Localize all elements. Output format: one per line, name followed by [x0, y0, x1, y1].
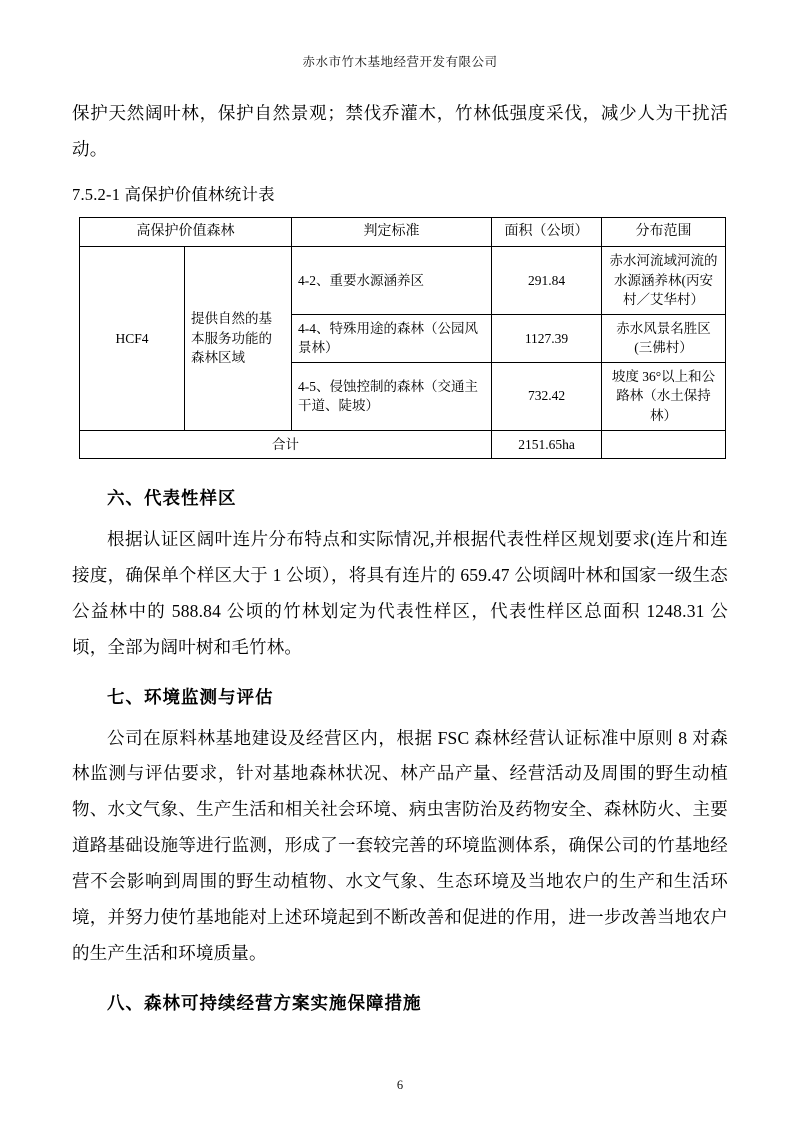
row-area: 732.42: [492, 362, 602, 430]
top-paragraph: 保护天然阔叶林，保护自然景观；禁伐乔灌木，竹林低强度采伐，减少人为干扰活动。: [72, 103, 728, 159]
section-heading-8: 八、森林可持续经营方案实施保障措施: [107, 992, 422, 1013]
hcvf-table-container: [72, 217, 728, 459]
table-header-row: [80, 217, 726, 246]
row-range: 赤水风景名胜区(三佛村）: [602, 314, 726, 362]
total-range-empty: [602, 430, 726, 459]
table-row: [80, 247, 726, 315]
page-number: 6: [396, 1078, 404, 1092]
total-value: 2151.65ha: [492, 430, 602, 459]
row-range: 赤水河流域河流的水源涵养林(丙安村／艾华村）: [602, 247, 726, 315]
table-header-cell-1: 判定标准: [292, 217, 492, 246]
section-heading-6: 六、代表性样区: [107, 488, 237, 509]
row-area: 291.84: [492, 247, 602, 315]
hcvf-table: [79, 217, 726, 459]
table-header-cell-2: 面积（公顷）: [492, 217, 602, 246]
row-criteria: 4-4、特殊用途的森林（公园风景林）: [292, 314, 492, 362]
section-6-paragraph: 根据认证区阔叶连片分布特点和实际情况,并根据代表性样区规划要求(连片和连接度，确保单个样区大于 1 公顷），将具有连片的 659.47 公顷阔叶林和国家一级生态公益林中的 588.84 公顷的竹林划定为代表性样区，代表性样区总面积 1248.31 公顷，全部为阔叶树和毛竹林。: [72, 529, 728, 657]
total-label: 合计: [80, 430, 492, 459]
row-criteria: 4-5、侵蚀控制的森林（交通主干道、陡坡）: [292, 362, 492, 430]
hcvf-code: HCF4: [80, 247, 185, 431]
section-7-paragraph: 公司在原料林基地建设及经营区内，根据 FSC 森林经营认证标准中原则 8 对森林监测与评估要求，针对基地森林状况、林产品产量、经营活动及周围的野生动植物、水文气象、生产生活和相关社会环境、病虫害防治及药物安全、森林防火、主要道路基础设施等进行监测，形成了一套较完善的环境监测体系，确保公司的竹基地经营不会影响到周围的野生动植物、水文气象、生态环境及当地农户的生产和生活环境，并努力使竹基地能对上述环境起到不断改善和促进的作用，进一步改善当地农户的生产生活和环境质量。: [72, 727, 728, 963]
hcvf-code-description: 提供自然的基本服务功能的森林区域: [185, 247, 292, 431]
table-caption: 7.5.2-1 高保护价值林统计表: [72, 184, 275, 204]
row-criteria: 4-2、重要水源涵养区: [292, 247, 492, 315]
row-area: 1127.39: [492, 314, 602, 362]
page-header-company: 赤水市竹木基地经营开发有限公司: [302, 55, 498, 69]
section-heading-7: 七、环境监测与评估: [107, 686, 274, 707]
table-header-cell-0: 高保护价值森林: [80, 217, 292, 246]
table-total-row: [80, 430, 726, 459]
row-range: 坡度 36°以上和公路林（水土保持林）: [602, 362, 726, 430]
table-header-cell-3: 分布范围: [602, 217, 726, 246]
